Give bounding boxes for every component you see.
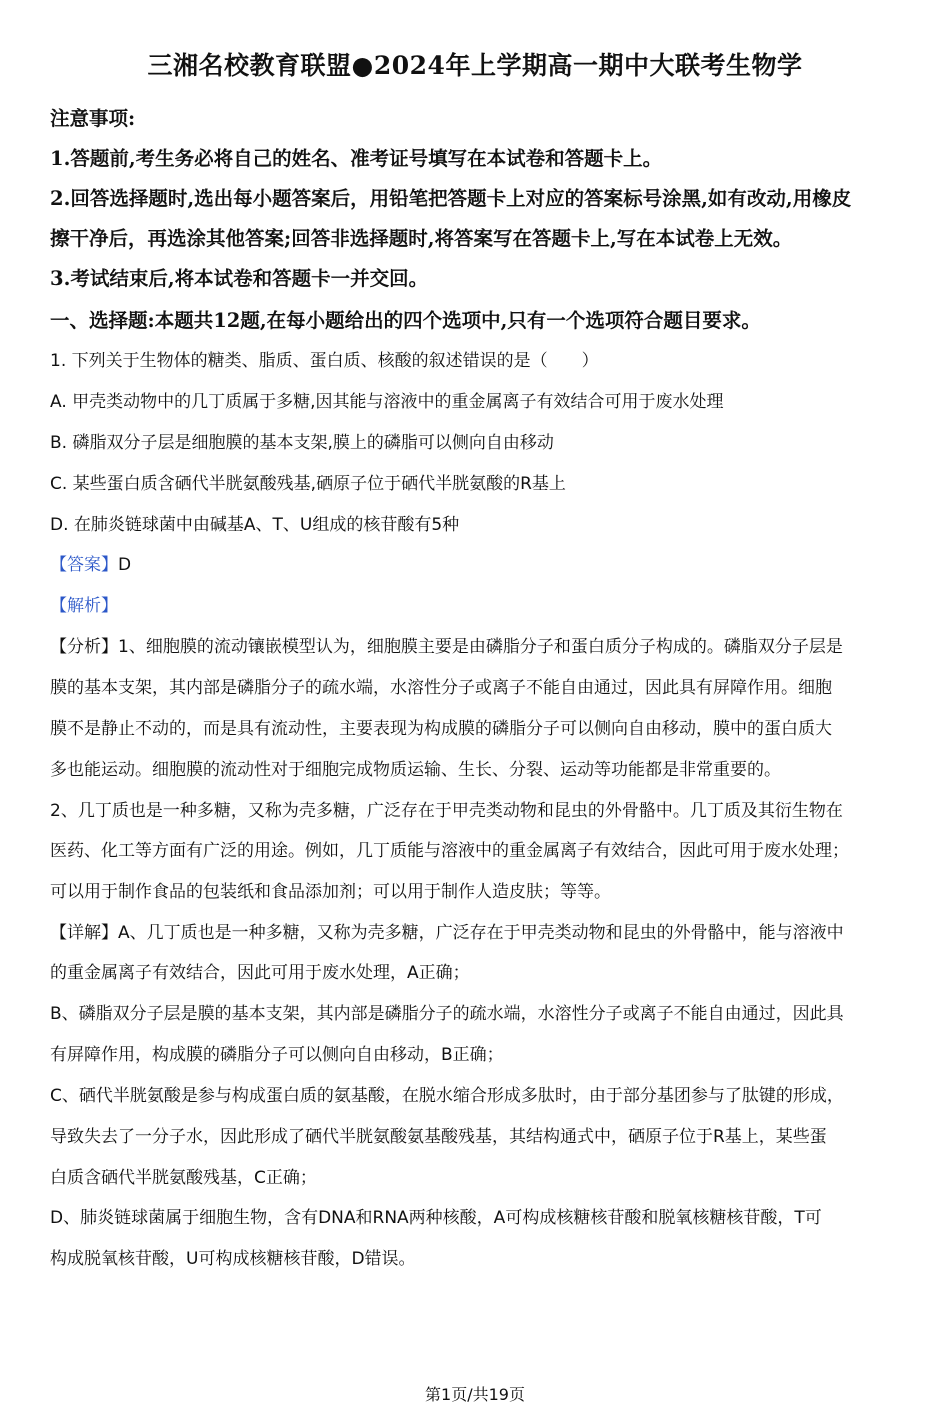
answer-value: D: [118, 555, 132, 575]
notice-item-3: 3.考试结束后,将本试卷和答题卡一并交回。: [50, 267, 429, 290]
option-d: D. 在肺炎链球菌中由碱基A、T、U组成的核苷酸有5种: [50, 515, 460, 535]
analysis-p2-line-2: 医药、化工等方面有广泛的用途。例如，几丁质能与溶液中的重金属离子有效结合，因此可用于废水处理；: [50, 841, 849, 861]
page-number: 第1页/共19页: [425, 1385, 525, 1404]
detail-b-line-1: B、磷脂双分子层是膜的基本支架，其内部是磷脂分子的疏水端，水溶性分子或离子不能自由通过，因此具: [50, 1004, 844, 1024]
detail-c-line-3: 白质含硒代半胱氨酸残基，C正确；: [50, 1168, 317, 1188]
section-heading: 一、选择题:本题共12题,在每小题给出的四个选项中,只有一个选项符合题目要求。: [50, 309, 761, 332]
notice-heading: 注意事项:: [50, 107, 136, 130]
analysis-label: 【解析】: [50, 596, 118, 616]
analysis-p2-line-3: 可以用于制作食品的包装纸和食品添加剂；可以用于制作人造皮肤；等等。: [50, 882, 611, 902]
detail-d-line-1: D、肺炎链球菌属于细胞生物，含有DNA和RNA两种核酸，A可构成核糖核苷酸和脱氧核糖核苷酸，T可: [50, 1208, 822, 1228]
exam-title: 三湘名校教育联盟●2024年上学期高一期中大联考生物学: [147, 51, 803, 80]
answer-line: [50, 550, 905, 575]
analysis-p1-line-3: 膜不是静止不动的，而是具有流动性，主要表现为构成膜的磷脂分子可以侧向自由移动，膜中的蛋白质大: [50, 719, 832, 739]
detail-a-line-2: 的重金属离子有效结合，因此可用于废水处理，A正确；: [50, 963, 470, 983]
detail-a-line-1: 【详解】A、几丁质也是一种多糖，又称为壳多糖，广泛存在于甲壳类动物和昆虫的外骨骼中，能与溶液中: [50, 923, 844, 943]
notice-item-2-line-1: 2.回答选择题时,选出每小题答案后，用铅笔把答题卡上对应的答案标号涂黑,如有改动,用橡皮: [50, 187, 852, 210]
option-c: C. 某些蛋白质含硒代半胱氨酸残基,硒原子位于硒代半胱氨酸的R基上: [50, 474, 566, 494]
notice-item-2-line-2: 擦干净后，再选涂其他答案;回答非选择题时,将答案写在答题卡上,写在本试卷上无效。: [50, 227, 793, 250]
detail-c-line-2: 导致失去了一分子水，因此形成了硒代半胱氨酸氨基酸残基，其结构通式中，硒原子位于R基上，某些蛋: [50, 1127, 827, 1147]
analysis-p1-line-4: 多也能运动。细胞膜的流动性对于细胞完成物质运输、生长、分裂、运动等功能都是非常重要的。: [50, 760, 781, 780]
analysis-p1-line-1: 【分析】1、细胞膜的流动镶嵌模型认为，细胞膜主要是由磷脂分子和蛋白质分子构成的。磷脂双分子层是: [50, 637, 843, 657]
analysis-p2-line-1: 2、几丁质也是一种多糖，又称为壳多糖，广泛存在于甲壳类动物和昆虫的外骨骼中。几丁质及其衍生物在: [50, 801, 843, 821]
notice-item-1: 1.答题前,考生务必将自己的姓名、准考证号填写在本试卷和答题卡上。: [50, 147, 663, 170]
question-stem: 1. 下列关于生物体的糖类、脂质、蛋白质、核酸的叙述错误的是（ ）: [50, 351, 599, 371]
option-b: B. 磷脂双分子层是细胞膜的基本支架,膜上的磷脂可以侧向自由移动: [50, 433, 554, 453]
analysis-p1-line-2: 膜的基本支架，其内部是磷脂分子的疏水端，水溶性分子或离子不能自由通过，因此具有屏障作用。细胞: [50, 678, 832, 698]
answer-label: 【答案】: [50, 555, 118, 575]
option-a: A. 甲壳类动物中的几丁质属于多糖,因其能与溶液中的重金属离子有效结合可用于废水处理: [50, 392, 724, 412]
detail-d-line-2: 构成脱氧核苷酸，U可构成核糖核苷酸，D错误。: [50, 1249, 416, 1269]
detail-c-line-1: C、硒代半胱氨酸是参与构成蛋白质的氨基酸，在脱水缩合形成多肽时，由于部分基团参与了肽键的形成，: [50, 1086, 844, 1106]
detail-b-line-2: 有屏障作用，构成膜的磷脂分子可以侧向自由移动，B正确；: [50, 1045, 504, 1065]
